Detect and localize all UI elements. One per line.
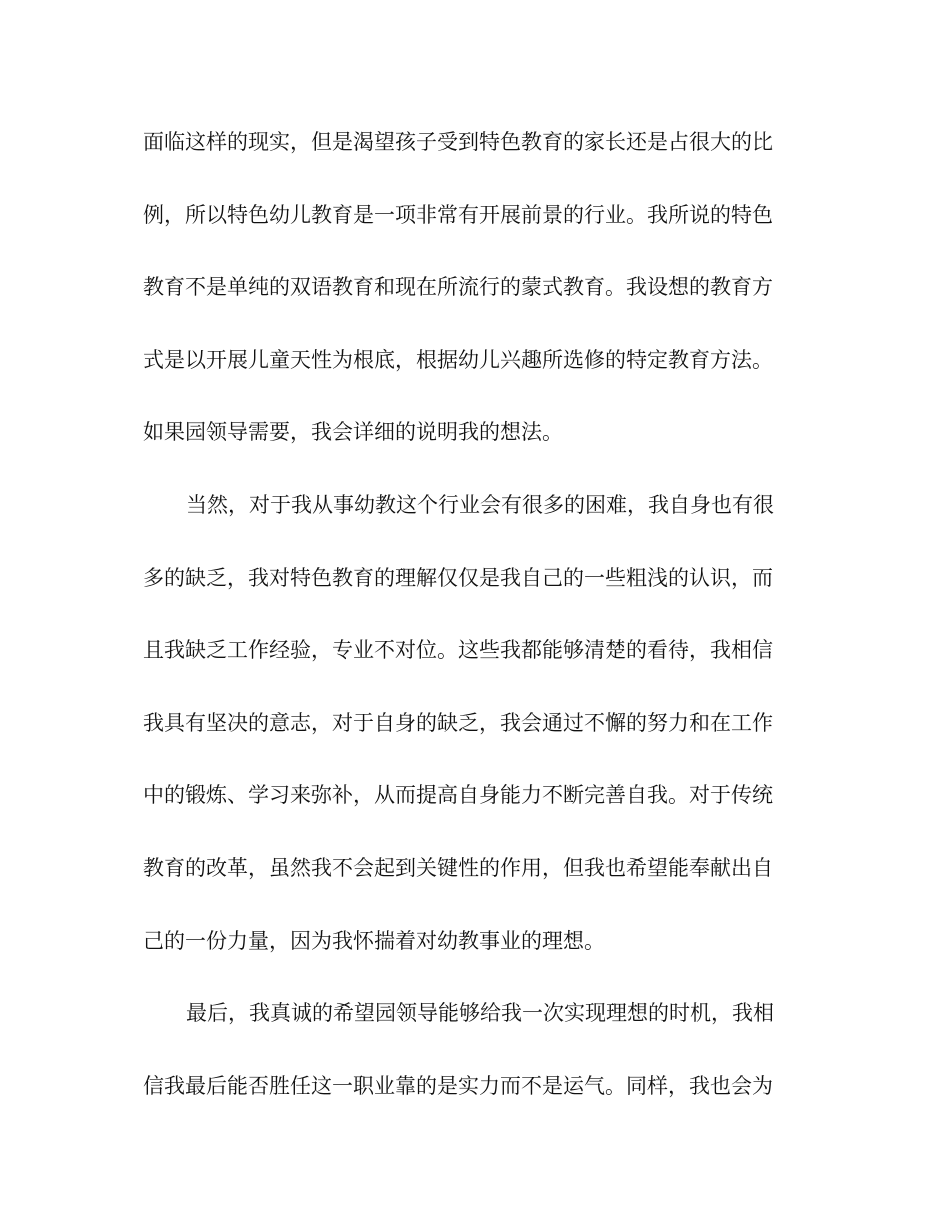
text-line: 例，所以特色幼儿教育是一项非常有开展前景的行业。我所说的特色 [143,202,773,227]
text-line: 多的缺乏，我对特色教育的理解仅仅是我自己的一些粗浅的认识，而 [143,565,773,590]
text-line: 且我缺乏工作经验，专业不对位。这些我都能够清楚的看待，我相信 [143,638,773,663]
paragraph-first-line: 当然，对于我从事幼教这个行业会有很多的困难，我自身也有很 [186,492,774,517]
document-body [143,117,803,1133]
text-line: 我具有坚决的意志，对于自身的缺乏，我会通过不懈的努力和在工作 [143,710,773,735]
paragraph-first-line: 最后，我真诚的希望园领导能够给我一次实现理想的时机，我相 [186,1001,774,1026]
text-line: 式是以开展儿童天性为根底，根据幼儿兴趣所选修的特定教育方法。 [143,347,773,372]
text-line: 如果园领导需要，我会详细的说明我的想法。 [143,420,563,445]
text-line: 中的锻炼、学习来弥补，从而提高自身能力不断完善自我。对于传统 [143,783,773,808]
text-line: 教育不是单纯的双语教育和现在所流行的蒙式教育。我设想的教育方 [143,275,773,300]
text-line: 面临这样的现实，但是渴望孩子受到特色教育的家长还是占很大的比 [143,130,773,154]
text-line: 己的一份力量，因为我怀揣着对幼教事业的理想。 [143,928,605,953]
text-line: 教育的改革，虽然我不会起到关键性的作用，但我也希望能奉献出自 [143,855,773,880]
text-line: 信我最后能否胜任这一职业靠的是实力而不是运气。同样，我也会为 [143,1073,773,1098]
